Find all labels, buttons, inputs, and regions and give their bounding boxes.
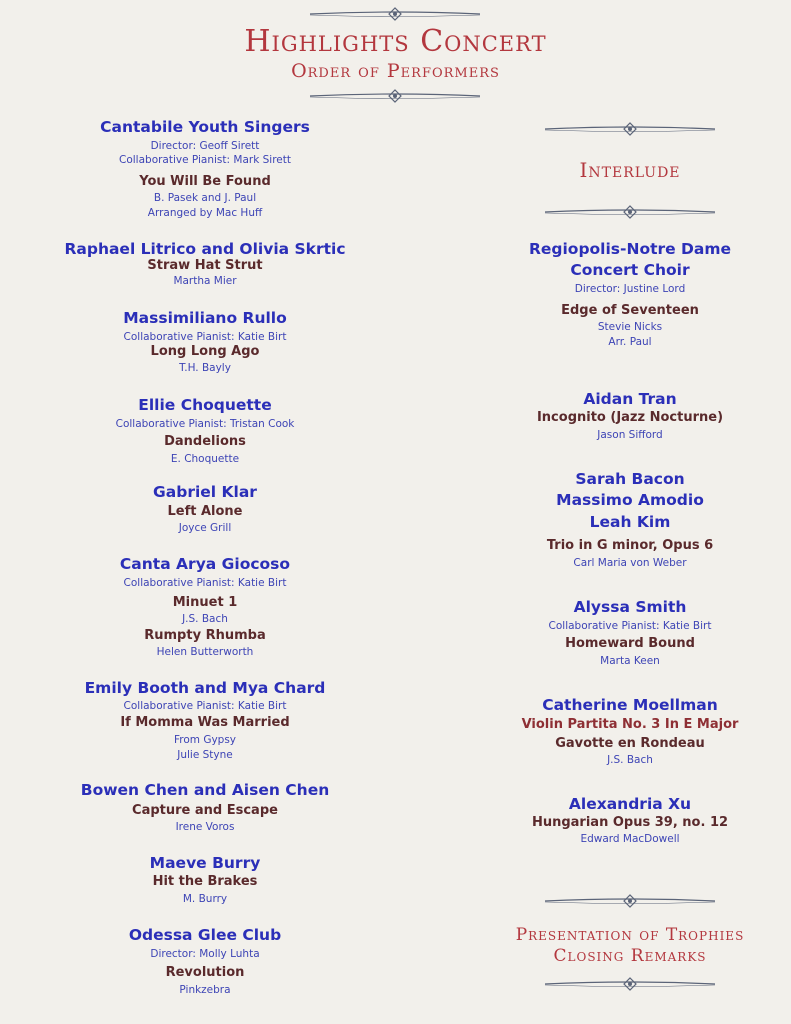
ornament-divider-icon — [540, 893, 720, 909]
performer-name: Canta Arya Giocoso — [119, 554, 291, 573]
performer-name: Bowen Chen and Aisen Chen — [80, 780, 330, 799]
performer-name: Sarah Bacon — [575, 469, 685, 488]
performer-name: Leah Kim — [589, 512, 671, 531]
credit-line: Collaborative Pianist: Katie Birt — [123, 576, 287, 589]
performer-name: Gabriel Klar — [153, 482, 257, 501]
piece-title: Long Long Ago — [150, 344, 260, 360]
performer-name: Cantabile Youth Singers — [100, 117, 310, 136]
credit-line: B. Pasek and J. Paul — [153, 191, 257, 204]
credit-line: T.H. Bayly — [179, 361, 231, 374]
page-subtitle: Order of Performers — [291, 60, 500, 82]
performer-name: Alyssa Smith — [573, 597, 687, 616]
credit-line: Julie Styne — [177, 748, 233, 761]
piece-title: Rumpty Rhumba — [144, 628, 266, 644]
credit-line: Director: Justine Lord — [574, 282, 686, 295]
piece-title: Minuet 1 — [172, 595, 238, 611]
piece-title: Capture and Escape — [132, 803, 278, 819]
performer-name: Massimiliano Rullo — [123, 308, 287, 327]
piece-title: Trio in G minor, Opus 6 — [546, 538, 714, 554]
credit-line: Arr. Paul — [608, 335, 652, 348]
closing-line-2: Closing Remarks — [553, 946, 707, 966]
credit-line: Irene Voros — [175, 820, 235, 833]
piece-title: Edge of Seventeen — [561, 303, 699, 319]
credit-line: Joyce Grill — [178, 521, 232, 534]
credit-line: Collaborative Pianist: Tristan Cook — [115, 417, 295, 430]
piece-title: If Momma Was Married — [120, 715, 290, 731]
credit-line: Collaborative Pianist: Katie Birt — [548, 619, 712, 632]
piece-title: Violin Partita No. 3 In E Major — [521, 717, 739, 733]
piece-title: Straw Hat Strut — [147, 258, 263, 274]
credit-line: Arranged by Mac Huff — [147, 206, 263, 219]
performer-name: Ellie Choquette — [138, 395, 272, 414]
page-title: Highlights Concert — [244, 24, 547, 59]
piece-title: You Will Be Found — [139, 174, 271, 190]
performer-name: Aidan Tran — [583, 389, 677, 408]
credit-line: Jason Sifford — [597, 428, 663, 441]
piece-title: Incognito (Jazz Nocturne) — [536, 410, 724, 426]
performer-name: Odessa Glee Club — [128, 925, 282, 944]
piece-title: Gavotte en Rondeau — [555, 736, 705, 752]
performer-name: Regiopolis-Notre Dame — [528, 239, 732, 258]
credit-line: Helen Butterworth — [156, 645, 254, 658]
piece-title: Left Alone — [167, 504, 243, 520]
credit-line: Collaborative Pianist: Katie Birt — [123, 330, 287, 343]
performer-name: Concert Choir — [570, 260, 690, 279]
credit-line: Martha Mier — [173, 274, 237, 287]
credit-line: Collaborative Pianist: Katie Birt — [123, 699, 287, 712]
performer-name: Catherine Moellman — [542, 695, 718, 714]
performer-name: Alexandria Xu — [568, 794, 692, 813]
credit-line: E. Choquette — [170, 452, 240, 465]
credit-line: Stevie Nicks — [597, 320, 663, 333]
piece-title: Hungarian Opus 39, no. 12 — [531, 815, 729, 831]
credit-line: Director: Geoff Sirett — [150, 139, 260, 152]
ornament-divider-icon — [540, 121, 720, 137]
credit-line: Collaborative Pianist: Mark Sirett — [119, 153, 291, 166]
ornament-divider-icon — [540, 976, 720, 992]
credit-line: Edward MacDowell — [580, 832, 680, 845]
piece-title: Hit the Brakes — [152, 874, 258, 890]
credit-line: Marta Keen — [600, 654, 660, 667]
performer-name: Emily Booth and Mya Chard — [84, 678, 326, 697]
credit-line: M. Burry — [182, 892, 228, 905]
credit-line: Carl Maria von Weber — [573, 556, 687, 569]
interlude-heading: Interlude — [579, 158, 681, 182]
credit-line: Director: Molly Luhta — [150, 947, 260, 960]
closing-line-1: Presentation of Trophies — [515, 925, 745, 945]
ornament-divider-icon — [540, 204, 720, 220]
credit-line: Pinkzebra — [179, 983, 231, 996]
piece-title: Homeward Bound — [565, 636, 695, 652]
right-performer-column — [470, 0, 790, 1024]
credit-line: J.S. Bach — [182, 612, 228, 625]
performer-name: Maeve Burry — [149, 853, 261, 872]
credit-line: J.S. Bach — [607, 753, 653, 766]
performer-name: Raphael Litrico and Olivia Skrtic — [64, 239, 346, 258]
piece-title: Dandelions — [164, 434, 246, 450]
credit-line: From Gypsy — [173, 733, 237, 746]
piece-title: Revolution — [165, 965, 245, 981]
performer-name: Massimo Amodio — [556, 490, 704, 509]
